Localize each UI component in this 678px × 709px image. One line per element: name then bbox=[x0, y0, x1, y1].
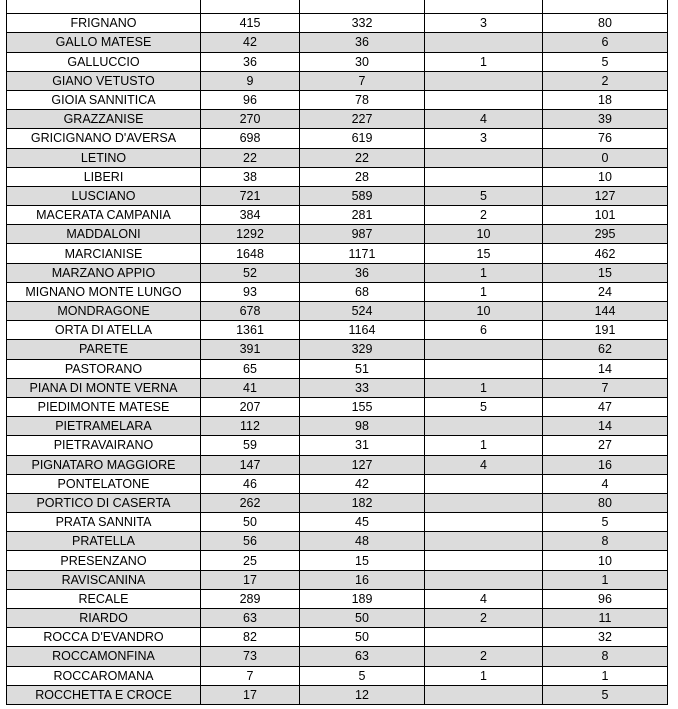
value-cell-1: 36 bbox=[201, 52, 300, 71]
table-row bbox=[7, 378, 668, 397]
value-cell-2: 36 bbox=[300, 33, 425, 52]
value-cell-3 bbox=[425, 551, 543, 570]
value-cell-3 bbox=[425, 570, 543, 589]
table-cell bbox=[300, 0, 425, 14]
table-row bbox=[7, 33, 668, 52]
value-cell-4: 144 bbox=[543, 302, 668, 321]
value-cell-4: 96 bbox=[543, 589, 668, 608]
value-cell-2: 15 bbox=[300, 551, 425, 570]
value-cell-1: 207 bbox=[201, 397, 300, 416]
value-cell-1: 289 bbox=[201, 589, 300, 608]
value-cell-1: 262 bbox=[201, 493, 300, 512]
table-row bbox=[7, 570, 668, 589]
value-cell-3: 10 bbox=[425, 225, 543, 244]
comune-cell: MONDRAGONE bbox=[7, 302, 201, 321]
table-cell bbox=[7, 0, 201, 14]
value-cell-4: 47 bbox=[543, 397, 668, 416]
value-cell-4: 1 bbox=[543, 666, 668, 685]
value-cell-1: 52 bbox=[201, 263, 300, 282]
comune-cell: RAVISCANINA bbox=[7, 570, 201, 589]
value-cell-3: 3 bbox=[425, 14, 543, 33]
value-cell-3 bbox=[425, 90, 543, 109]
table-row bbox=[7, 359, 668, 378]
value-cell-4: 4 bbox=[543, 474, 668, 493]
value-cell-3: 2 bbox=[425, 609, 543, 628]
value-cell-3: 4 bbox=[425, 110, 543, 129]
value-cell-4: 7 bbox=[543, 378, 668, 397]
value-cell-4: 27 bbox=[543, 436, 668, 455]
value-cell-3: 1 bbox=[425, 436, 543, 455]
comune-cell: MIGNANO MONTE LUNGO bbox=[7, 282, 201, 301]
comune-cell: GRICIGNANO D'AVERSA bbox=[7, 129, 201, 148]
table-row bbox=[7, 225, 668, 244]
value-cell-1: 391 bbox=[201, 340, 300, 359]
table-row bbox=[7, 532, 668, 551]
value-cell-4: 5 bbox=[543, 513, 668, 532]
value-cell-4: 10 bbox=[543, 551, 668, 570]
comune-cell: PARETE bbox=[7, 340, 201, 359]
value-cell-3 bbox=[425, 359, 543, 378]
value-cell-2: 182 bbox=[300, 493, 425, 512]
value-cell-1: 25 bbox=[201, 551, 300, 570]
table-row bbox=[7, 609, 668, 628]
comune-cell: GIOIA SANNITICA bbox=[7, 90, 201, 109]
value-cell-2: 127 bbox=[300, 455, 425, 474]
value-cell-2: 48 bbox=[300, 532, 425, 551]
value-cell-2: 31 bbox=[300, 436, 425, 455]
value-cell-2: 68 bbox=[300, 282, 425, 301]
value-cell-2: 22 bbox=[300, 148, 425, 167]
table-row bbox=[7, 666, 668, 685]
value-cell-2: 332 bbox=[300, 14, 425, 33]
value-cell-3 bbox=[425, 532, 543, 551]
value-cell-4: 8 bbox=[543, 532, 668, 551]
table-row bbox=[7, 493, 668, 512]
value-cell-4: 24 bbox=[543, 282, 668, 301]
comune-cell: PIGNATARO MAGGIORE bbox=[7, 455, 201, 474]
value-cell-2: 1164 bbox=[300, 321, 425, 340]
value-cell-4: 76 bbox=[543, 129, 668, 148]
value-cell-1: 41 bbox=[201, 378, 300, 397]
value-cell-4: 5 bbox=[543, 52, 668, 71]
value-cell-2: 98 bbox=[300, 417, 425, 436]
table-row bbox=[7, 167, 668, 186]
value-cell-4: 62 bbox=[543, 340, 668, 359]
value-cell-2: 45 bbox=[300, 513, 425, 532]
value-cell-2: 619 bbox=[300, 129, 425, 148]
comune-cell: PRATELLA bbox=[7, 532, 201, 551]
value-cell-3: 4 bbox=[425, 455, 543, 474]
value-cell-2: 1171 bbox=[300, 244, 425, 263]
comune-cell: ROCCAMONFINA bbox=[7, 647, 201, 666]
table-row bbox=[7, 417, 668, 436]
value-cell-1: 415 bbox=[201, 14, 300, 33]
table-row bbox=[7, 436, 668, 455]
value-cell-2: 30 bbox=[300, 52, 425, 71]
table-row bbox=[7, 244, 668, 263]
value-cell-4: 15 bbox=[543, 263, 668, 282]
value-cell-1: 96 bbox=[201, 90, 300, 109]
value-cell-1: 56 bbox=[201, 532, 300, 551]
table-row bbox=[7, 282, 668, 301]
table-row bbox=[7, 186, 668, 205]
value-cell-2: 7 bbox=[300, 71, 425, 90]
comune-cell: LIBERI bbox=[7, 167, 201, 186]
value-cell-3 bbox=[425, 474, 543, 493]
comune-cell: GALLO MATESE bbox=[7, 33, 201, 52]
value-cell-2: 16 bbox=[300, 570, 425, 589]
value-cell-1: 93 bbox=[201, 282, 300, 301]
value-cell-3 bbox=[425, 148, 543, 167]
value-cell-4: 1 bbox=[543, 570, 668, 589]
comune-cell: PONTELATONE bbox=[7, 474, 201, 493]
comune-cell: FRIGNANO bbox=[7, 14, 201, 33]
value-cell-3: 1 bbox=[425, 282, 543, 301]
value-cell-3: 1 bbox=[425, 666, 543, 685]
comune-cell: ROCCHETTA E CROCE bbox=[7, 685, 201, 704]
value-cell-4: 32 bbox=[543, 628, 668, 647]
table-row bbox=[7, 71, 668, 90]
value-cell-1: 65 bbox=[201, 359, 300, 378]
value-cell-2: 50 bbox=[300, 609, 425, 628]
value-cell-3 bbox=[425, 493, 543, 512]
value-cell-4: 127 bbox=[543, 186, 668, 205]
comune-cell: GRAZZANISE bbox=[7, 110, 201, 129]
value-cell-1: 59 bbox=[201, 436, 300, 455]
value-cell-3: 6 bbox=[425, 321, 543, 340]
value-cell-3: 5 bbox=[425, 186, 543, 205]
comune-cell: MARZANO APPIO bbox=[7, 263, 201, 282]
value-cell-1: 1292 bbox=[201, 225, 300, 244]
value-cell-3 bbox=[425, 685, 543, 704]
table-cell bbox=[543, 0, 668, 14]
value-cell-3 bbox=[425, 33, 543, 52]
value-cell-1: 22 bbox=[201, 148, 300, 167]
comune-cell: PRATA SANNITA bbox=[7, 513, 201, 532]
value-cell-3: 2 bbox=[425, 206, 543, 225]
value-cell-1: 63 bbox=[201, 609, 300, 628]
value-cell-2: 155 bbox=[300, 397, 425, 416]
value-cell-1: 112 bbox=[201, 417, 300, 436]
value-cell-2: 42 bbox=[300, 474, 425, 493]
table-row bbox=[7, 302, 668, 321]
value-cell-4: 8 bbox=[543, 647, 668, 666]
value-cell-4: 6 bbox=[543, 33, 668, 52]
value-cell-1: 50 bbox=[201, 513, 300, 532]
comune-cell: RECALE bbox=[7, 589, 201, 608]
value-cell-2: 987 bbox=[300, 225, 425, 244]
value-cell-1: 82 bbox=[201, 628, 300, 647]
value-cell-1: 384 bbox=[201, 206, 300, 225]
value-cell-3: 1 bbox=[425, 263, 543, 282]
value-cell-3 bbox=[425, 417, 543, 436]
value-cell-4: 5 bbox=[543, 685, 668, 704]
value-cell-4: 18 bbox=[543, 90, 668, 109]
value-cell-2: 51 bbox=[300, 359, 425, 378]
comune-cell: GALLUCCIO bbox=[7, 52, 201, 71]
table-row bbox=[7, 589, 668, 608]
table-row bbox=[7, 52, 668, 71]
value-cell-1: 9 bbox=[201, 71, 300, 90]
table-row bbox=[7, 340, 668, 359]
value-cell-4: 191 bbox=[543, 321, 668, 340]
comune-cell: PIEDIMONTE MATESE bbox=[7, 397, 201, 416]
value-cell-3: 2 bbox=[425, 647, 543, 666]
value-cell-1: 7 bbox=[201, 666, 300, 685]
value-cell-4: 0 bbox=[543, 148, 668, 167]
table-row bbox=[7, 474, 668, 493]
value-cell-3 bbox=[425, 628, 543, 647]
comune-cell: RIARDO bbox=[7, 609, 201, 628]
comune-cell: PRESENZANO bbox=[7, 551, 201, 570]
comune-cell: PIANA DI MONTE VERNA bbox=[7, 378, 201, 397]
value-cell-4: 39 bbox=[543, 110, 668, 129]
value-cell-4: 295 bbox=[543, 225, 668, 244]
table-row bbox=[7, 647, 668, 666]
value-cell-2: 589 bbox=[300, 186, 425, 205]
table-row-top-edge bbox=[7, 0, 668, 14]
comune-cell: MADDALONI bbox=[7, 225, 201, 244]
value-cell-2: 33 bbox=[300, 378, 425, 397]
table-row bbox=[7, 321, 668, 340]
value-cell-3: 1 bbox=[425, 378, 543, 397]
value-cell-2: 63 bbox=[300, 647, 425, 666]
table-cell bbox=[201, 0, 300, 14]
value-cell-2: 524 bbox=[300, 302, 425, 321]
table-row bbox=[7, 148, 668, 167]
value-cell-1: 678 bbox=[201, 302, 300, 321]
value-cell-3 bbox=[425, 513, 543, 532]
value-cell-1: 73 bbox=[201, 647, 300, 666]
value-cell-4: 16 bbox=[543, 455, 668, 474]
table-row bbox=[7, 628, 668, 647]
value-cell-2: 329 bbox=[300, 340, 425, 359]
value-cell-4: 10 bbox=[543, 167, 668, 186]
value-cell-3 bbox=[425, 71, 543, 90]
value-cell-4: 14 bbox=[543, 359, 668, 378]
value-cell-2: 281 bbox=[300, 206, 425, 225]
value-cell-4: 14 bbox=[543, 417, 668, 436]
value-cell-4: 101 bbox=[543, 206, 668, 225]
value-cell-2: 227 bbox=[300, 110, 425, 129]
comune-cell: MARCIANISE bbox=[7, 244, 201, 263]
value-cell-1: 38 bbox=[201, 167, 300, 186]
value-cell-2: 189 bbox=[300, 589, 425, 608]
value-cell-1: 46 bbox=[201, 474, 300, 493]
value-cell-2: 5 bbox=[300, 666, 425, 685]
comune-cell: PASTORANO bbox=[7, 359, 201, 378]
value-cell-2: 50 bbox=[300, 628, 425, 647]
value-cell-1: 1361 bbox=[201, 321, 300, 340]
comune-cell: ROCCAROMANA bbox=[7, 666, 201, 685]
value-cell-1: 17 bbox=[201, 570, 300, 589]
comune-cell: MACERATA CAMPANIA bbox=[7, 206, 201, 225]
table-body bbox=[7, 0, 668, 704]
table-row bbox=[7, 685, 668, 704]
value-cell-1: 270 bbox=[201, 110, 300, 129]
value-cell-2: 12 bbox=[300, 685, 425, 704]
value-cell-1: 147 bbox=[201, 455, 300, 474]
value-cell-4: 11 bbox=[543, 609, 668, 628]
value-cell-1: 17 bbox=[201, 685, 300, 704]
comune-cell: GIANO VETUSTO bbox=[7, 71, 201, 90]
value-cell-1: 698 bbox=[201, 129, 300, 148]
comune-cell: ORTA DI ATELLA bbox=[7, 321, 201, 340]
table-row bbox=[7, 206, 668, 225]
table-row bbox=[7, 14, 668, 33]
value-cell-3: 3 bbox=[425, 129, 543, 148]
data-table bbox=[6, 0, 668, 705]
comune-cell: PORTICO DI CASERTA bbox=[7, 493, 201, 512]
value-cell-1: 42 bbox=[201, 33, 300, 52]
value-cell-3: 5 bbox=[425, 397, 543, 416]
table-row bbox=[7, 513, 668, 532]
table-row bbox=[7, 110, 668, 129]
table-row bbox=[7, 90, 668, 109]
table-row bbox=[7, 551, 668, 570]
value-cell-2: 28 bbox=[300, 167, 425, 186]
comune-cell: PIETRAVAIRANO bbox=[7, 436, 201, 455]
value-cell-2: 78 bbox=[300, 90, 425, 109]
value-cell-3 bbox=[425, 340, 543, 359]
value-cell-3: 15 bbox=[425, 244, 543, 263]
comune-cell: ROCCA D'EVANDRO bbox=[7, 628, 201, 647]
comune-cell: LUSCIANO bbox=[7, 186, 201, 205]
table-cell bbox=[425, 0, 543, 14]
comune-cell: PIETRAMELARA bbox=[7, 417, 201, 436]
value-cell-3: 4 bbox=[425, 589, 543, 608]
comune-cell: LETINO bbox=[7, 148, 201, 167]
table-row bbox=[7, 455, 668, 474]
value-cell-4: 80 bbox=[543, 14, 668, 33]
value-cell-2: 36 bbox=[300, 263, 425, 282]
value-cell-4: 462 bbox=[543, 244, 668, 263]
table-row bbox=[7, 263, 668, 282]
table-row bbox=[7, 129, 668, 148]
value-cell-3 bbox=[425, 167, 543, 186]
value-cell-3: 10 bbox=[425, 302, 543, 321]
value-cell-4: 2 bbox=[543, 71, 668, 90]
value-cell-4: 80 bbox=[543, 493, 668, 512]
value-cell-1: 1648 bbox=[201, 244, 300, 263]
value-cell-1: 721 bbox=[201, 186, 300, 205]
value-cell-3: 1 bbox=[425, 52, 543, 71]
table-row bbox=[7, 397, 668, 416]
